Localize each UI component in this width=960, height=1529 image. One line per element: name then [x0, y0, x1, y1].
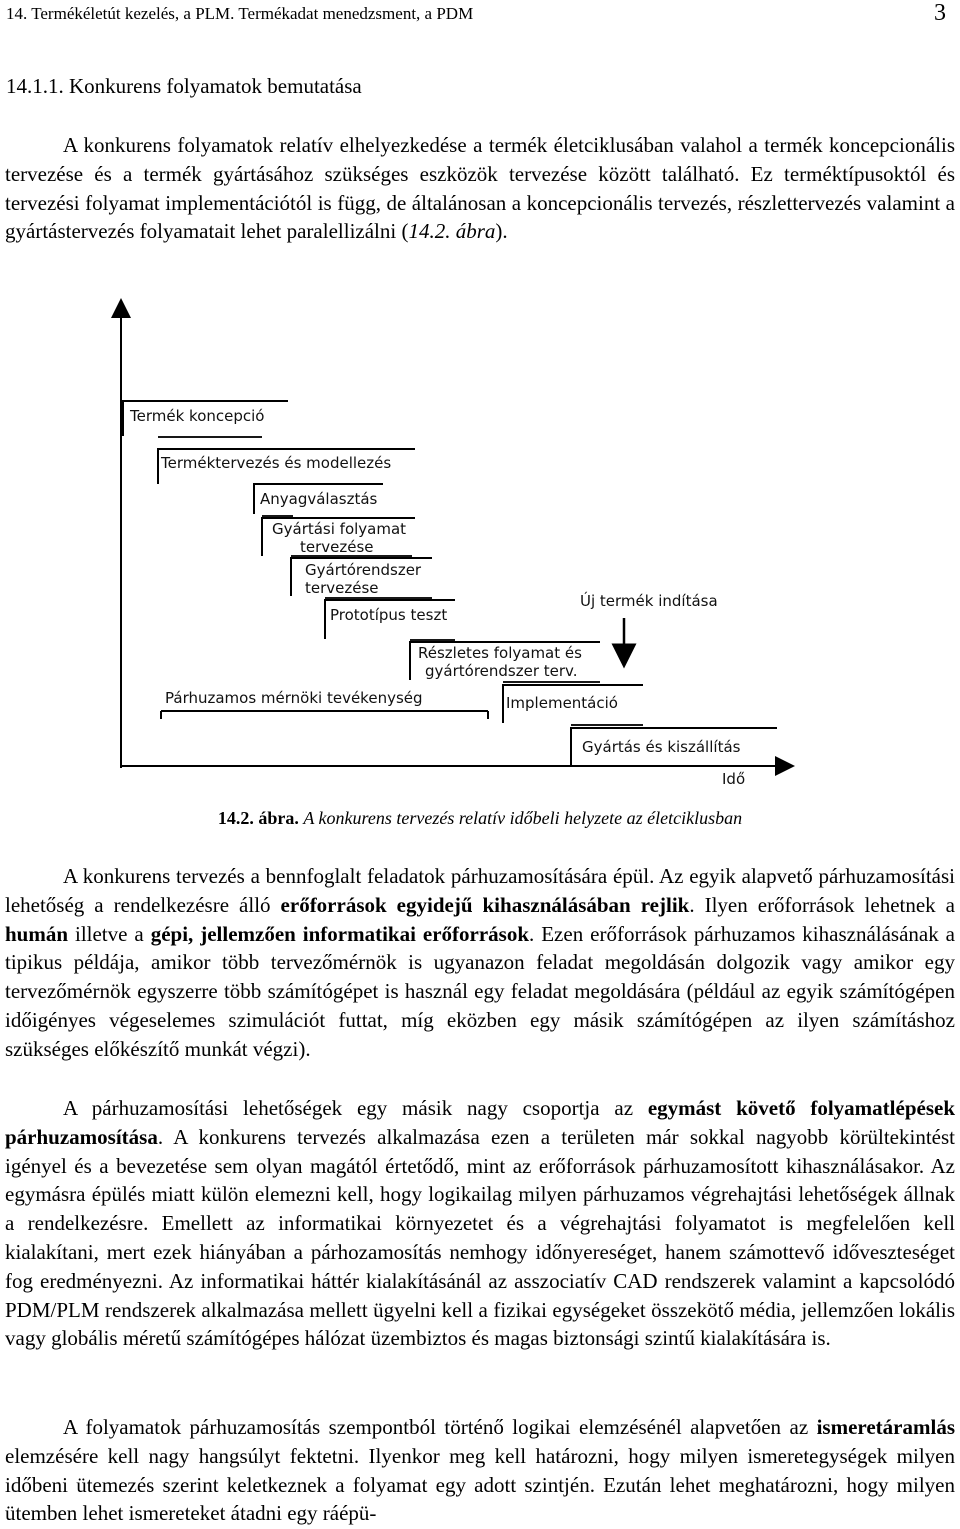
step-label: Gyártás és kiszállítás [582, 738, 741, 756]
step-label: Gyártórendszer [305, 561, 422, 579]
section-heading: 14.1.1. Konkurens folyamatok bemutatása [6, 74, 362, 98]
step-label: Gyártási folyamat [272, 520, 407, 538]
intro-paragraph: A konkurens folyamatok relatív elhelyezkedése a termék életciklusában valahol a termék koncepcionális tervezése és a termék gyártásához szükséges eszközök tervezése között található. Ez terméktípusoktól és tervezési folyamat implementációtól is függ, de általánosan a koncepcionális tervezés, részlettervezés valamint a gyártástervezés folyamatait lehet paralellizálni (14.2. ábra). [5, 133, 955, 244]
body-paragraph-3: A folyamatok párhuzamosítás szempontból történő logikai elemzésénél alapvetően az ismeretáramlás elemzésére kell nagy hangsúlyt fektetni. Ilyenkor meg kell határozni, hogy milyen ismeretegységek milyen időbeni ütemezés szerint keletkeznek a folyamat egy adott szintjén. Ezután lehet meghatározni, hogy milyen ütemben lehet ismereteket átadni egy ráépü- [5, 1415, 955, 1526]
step-label: Anyagválasztás [260, 490, 378, 508]
body-paragraph-2: A párhuzamosítási lehetőségek egy másik nagy csoportja az egymást követő folyamatlépések párhuzamosítása. A konkurens tervezés alkalmazása ezen a területen már sokkal nagyobb körültekintést igényel és a bevezetése sem olyan magától értetődő, mint az erőforrások párhuzamosított kihasználásakor. Az egymásra épülés miatt külön elemezni kell, hogy logikailag milyen párhuzamos végrehajtási lehetőségek állnak a rendelkezésre. Emellett az informatikai környezetet és a végrehajtási folyamatot is megfelelően kell kialakítani, mert ezek hiányában a párhozamosítás nemhogy időnyereséget, hanem számottevő időveszteséget fog eredményezni. Az informatikai háttér kialakításánál az asszociatív CAD rendszerek valamint a kapcsolódó PDM/PLM rendszerek alkalmazása mellett ügyelni kell a fizikai egységeket összekötő média, jellemzően lokális vagy globális méretű számítógépes hálózat üzembiztos és magas biztonsági szintű kialakítására is. [5, 1096, 955, 1351]
x-axis-label: Idő [722, 770, 746, 788]
figure-reference: 14.2. ábra [408, 219, 496, 244]
step-label: Részletes folyamat és [418, 644, 582, 662]
figure-caption: 14.2. ábra. A konkurens tervezés relatív időbeli helyzete az életciklusban [217, 808, 743, 828]
body-paragraph-1: A konkurens tervezés a bennfoglalt feladatok párhuzamosítására épül. Az egyik alapvető párhuzamosítási lehetőség a rendelkezésre álló erőforrások egyidejű kihasználásában rejlik. Ilyen erőforrások lehetnek a humán illetve a gépi, jellemzően informatikai erőforrások. Ezen erőforrások párhuzamos kihasználásának a tipikus példája, amikor több tervezőmérnök is ugyanazon feladat megoldásán dolgozik vagy amikor egy tervezőmérnök egyszerre több számítógépet is használ egy feladat megoldására (például az egyik számítógépen időigényes végeselemes szimulációt futtat, míg eközben egy másik számítógépen az ilyen számításhoz szükséges előkészítő munkát végzi). [5, 864, 955, 1061]
step-label: Termék koncepció [130, 407, 265, 425]
concurrent-engineering-diagram [0, 295, 960, 795]
launch-label: Új termék indítása [580, 592, 718, 610]
running-header: 14. Termékéletút kezelés, a PLM. Termékadat menedzsment, a PDM [6, 4, 474, 23]
step-label: Terméktervezés és modellezés [161, 454, 392, 472]
parallel-label: Párhuzamos mérnöki tevékenység [165, 689, 423, 707]
step-label: Prototípus teszt [330, 606, 448, 624]
step-label: gyártórendszer terv. [425, 662, 578, 680]
step-label: Implementáció [506, 694, 618, 712]
step-label: tervezése [300, 538, 374, 556]
page-number: 3 [934, 0, 946, 26]
step-label: tervezése [305, 579, 379, 597]
